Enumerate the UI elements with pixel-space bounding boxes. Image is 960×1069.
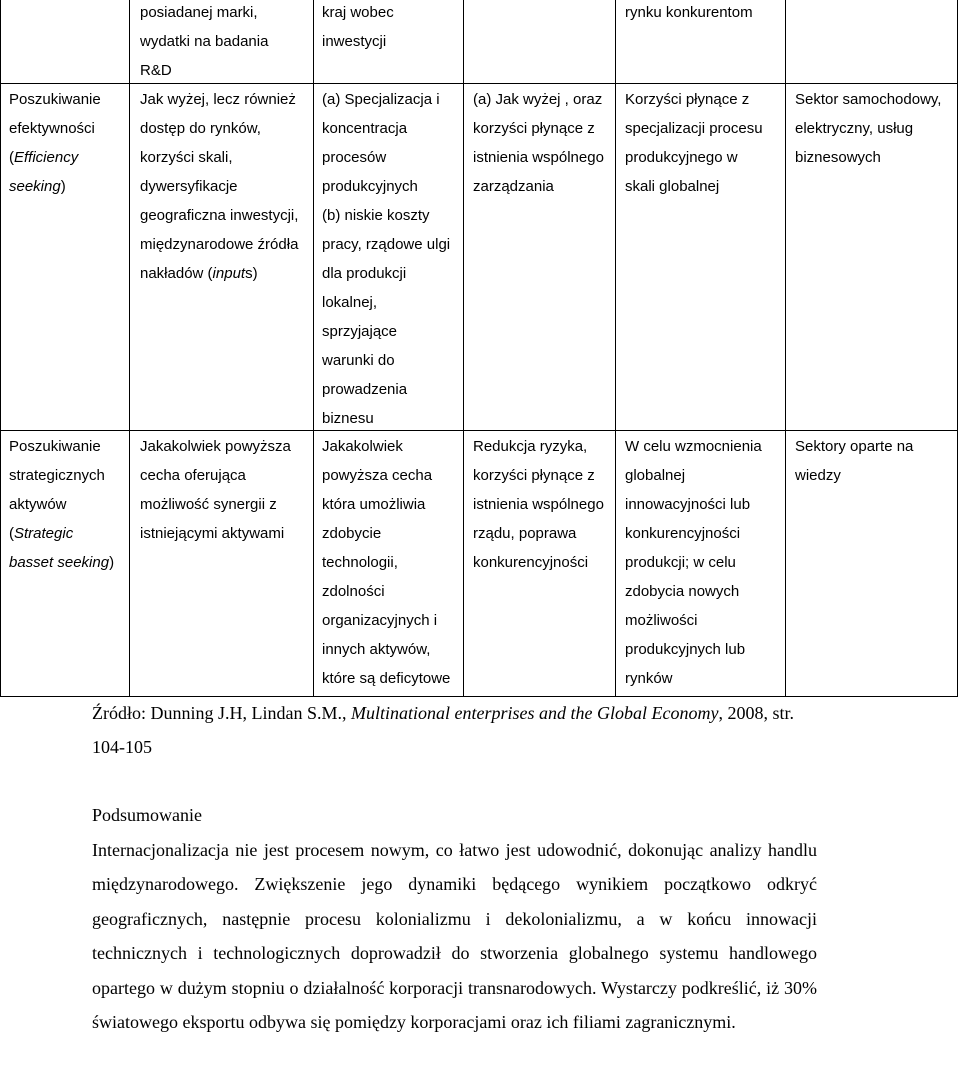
top-row-goals: rynku konkurentom xyxy=(625,4,753,21)
column-divider xyxy=(313,0,314,697)
strategic-internalization-cell: Redukcja ryzyka, korzyści płynące z istnienia wspólnego rządu, poprawa konkurencyjności xyxy=(473,438,604,571)
strategic-sectors-cell: Sektory oparte na wiedzy xyxy=(795,438,914,484)
efficiency-location-cell: (a) Specjalizacja i koncentracja procesów produkcyjnych (b) niskie koszty pracy, rządowe ulgi dla produkcji lokalnej, sprzyjające warunki do prowadzenia biznesu xyxy=(322,91,451,427)
efficiency-motive-cell: Poszukiwanie efektywności (Efficiency seeking) xyxy=(9,91,101,195)
strategic-characteristics-cell: Jakakolwiek powyższa cecha oferująca możliwość synergii z istniejącymi aktywami xyxy=(140,438,291,542)
summary-heading: Podsumowanie xyxy=(92,805,202,825)
efficiency-internalization-cell: (a) Jak wyżej , oraz korzyści płynące z istnienia wspólnego zarządzania xyxy=(473,91,604,195)
source-citation: Źródło: Dunning J.H, Lindan S.M., Multinational enterprises and the Global Economy, 2008, str. 104-105 xyxy=(92,703,794,757)
strategic-goals-cell: W celu wzmocnienia globalnej innowacyjności lub konkurencyjności produkcji; w celu zdobycia nowych możliwości produkcyjnych lub rynków xyxy=(625,438,762,687)
column-divider xyxy=(785,0,786,697)
top-row-characteristics: posiadanej marki, wydatki na badania R&D xyxy=(140,4,269,79)
strategic-motive-cell: Poszukiwanie strategicznych aktywów (Strategic basset seeking) xyxy=(9,438,115,571)
efficiency-characteristics-cell: Jak wyżej, lecz również dostęp do rynków, korzyści skali, dywersyfikacje geograficzna inwestycji, międzynarodowe źródła nakładów (inputs) xyxy=(140,91,299,282)
column-divider xyxy=(615,0,616,697)
summary-paragraph: Internacjonalizacja nie jest procesem nowym, co łatwo jest udowodnić, dokonując analizy handlu międzynarodowego. Zwiększenie jego dynamiki będącego wynikiem początkowo odkryć geograficznych, następnie procesu kolonializmu i dekolonializmu, a w końcu innowacji technicznych i technologicznych doprowadził do stworzenia globalnego systemu handlowego opartego w dużym stopniu o działalność korporacji transnarodowych. Wystarczy podkreślić, iż 30% światowego eksportu odbywa się pomiędzy korporacjami oraz ich filiami zagranicznymi. xyxy=(92,840,817,1033)
top-row-location: kraj wobec inwestycji xyxy=(322,4,394,50)
row-divider xyxy=(0,430,958,431)
strategic-location-cell: Jakakolwiek powyższa cecha która umożliwia zdobycie technologii, zdolności organizacyjnych i innych aktywów, które są deficytowe xyxy=(322,438,451,687)
column-divider xyxy=(129,0,130,697)
table-border-left xyxy=(0,0,1,697)
efficiency-goals-cell: Korzyści płynące z specjalizacji procesu produkcyjnego w skali globalnej xyxy=(625,91,763,195)
table-border-right xyxy=(957,0,958,697)
column-divider xyxy=(463,0,464,697)
efficiency-sectors-cell: Sektor samochodowy, elektryczny, usług biznesowych xyxy=(795,91,942,166)
